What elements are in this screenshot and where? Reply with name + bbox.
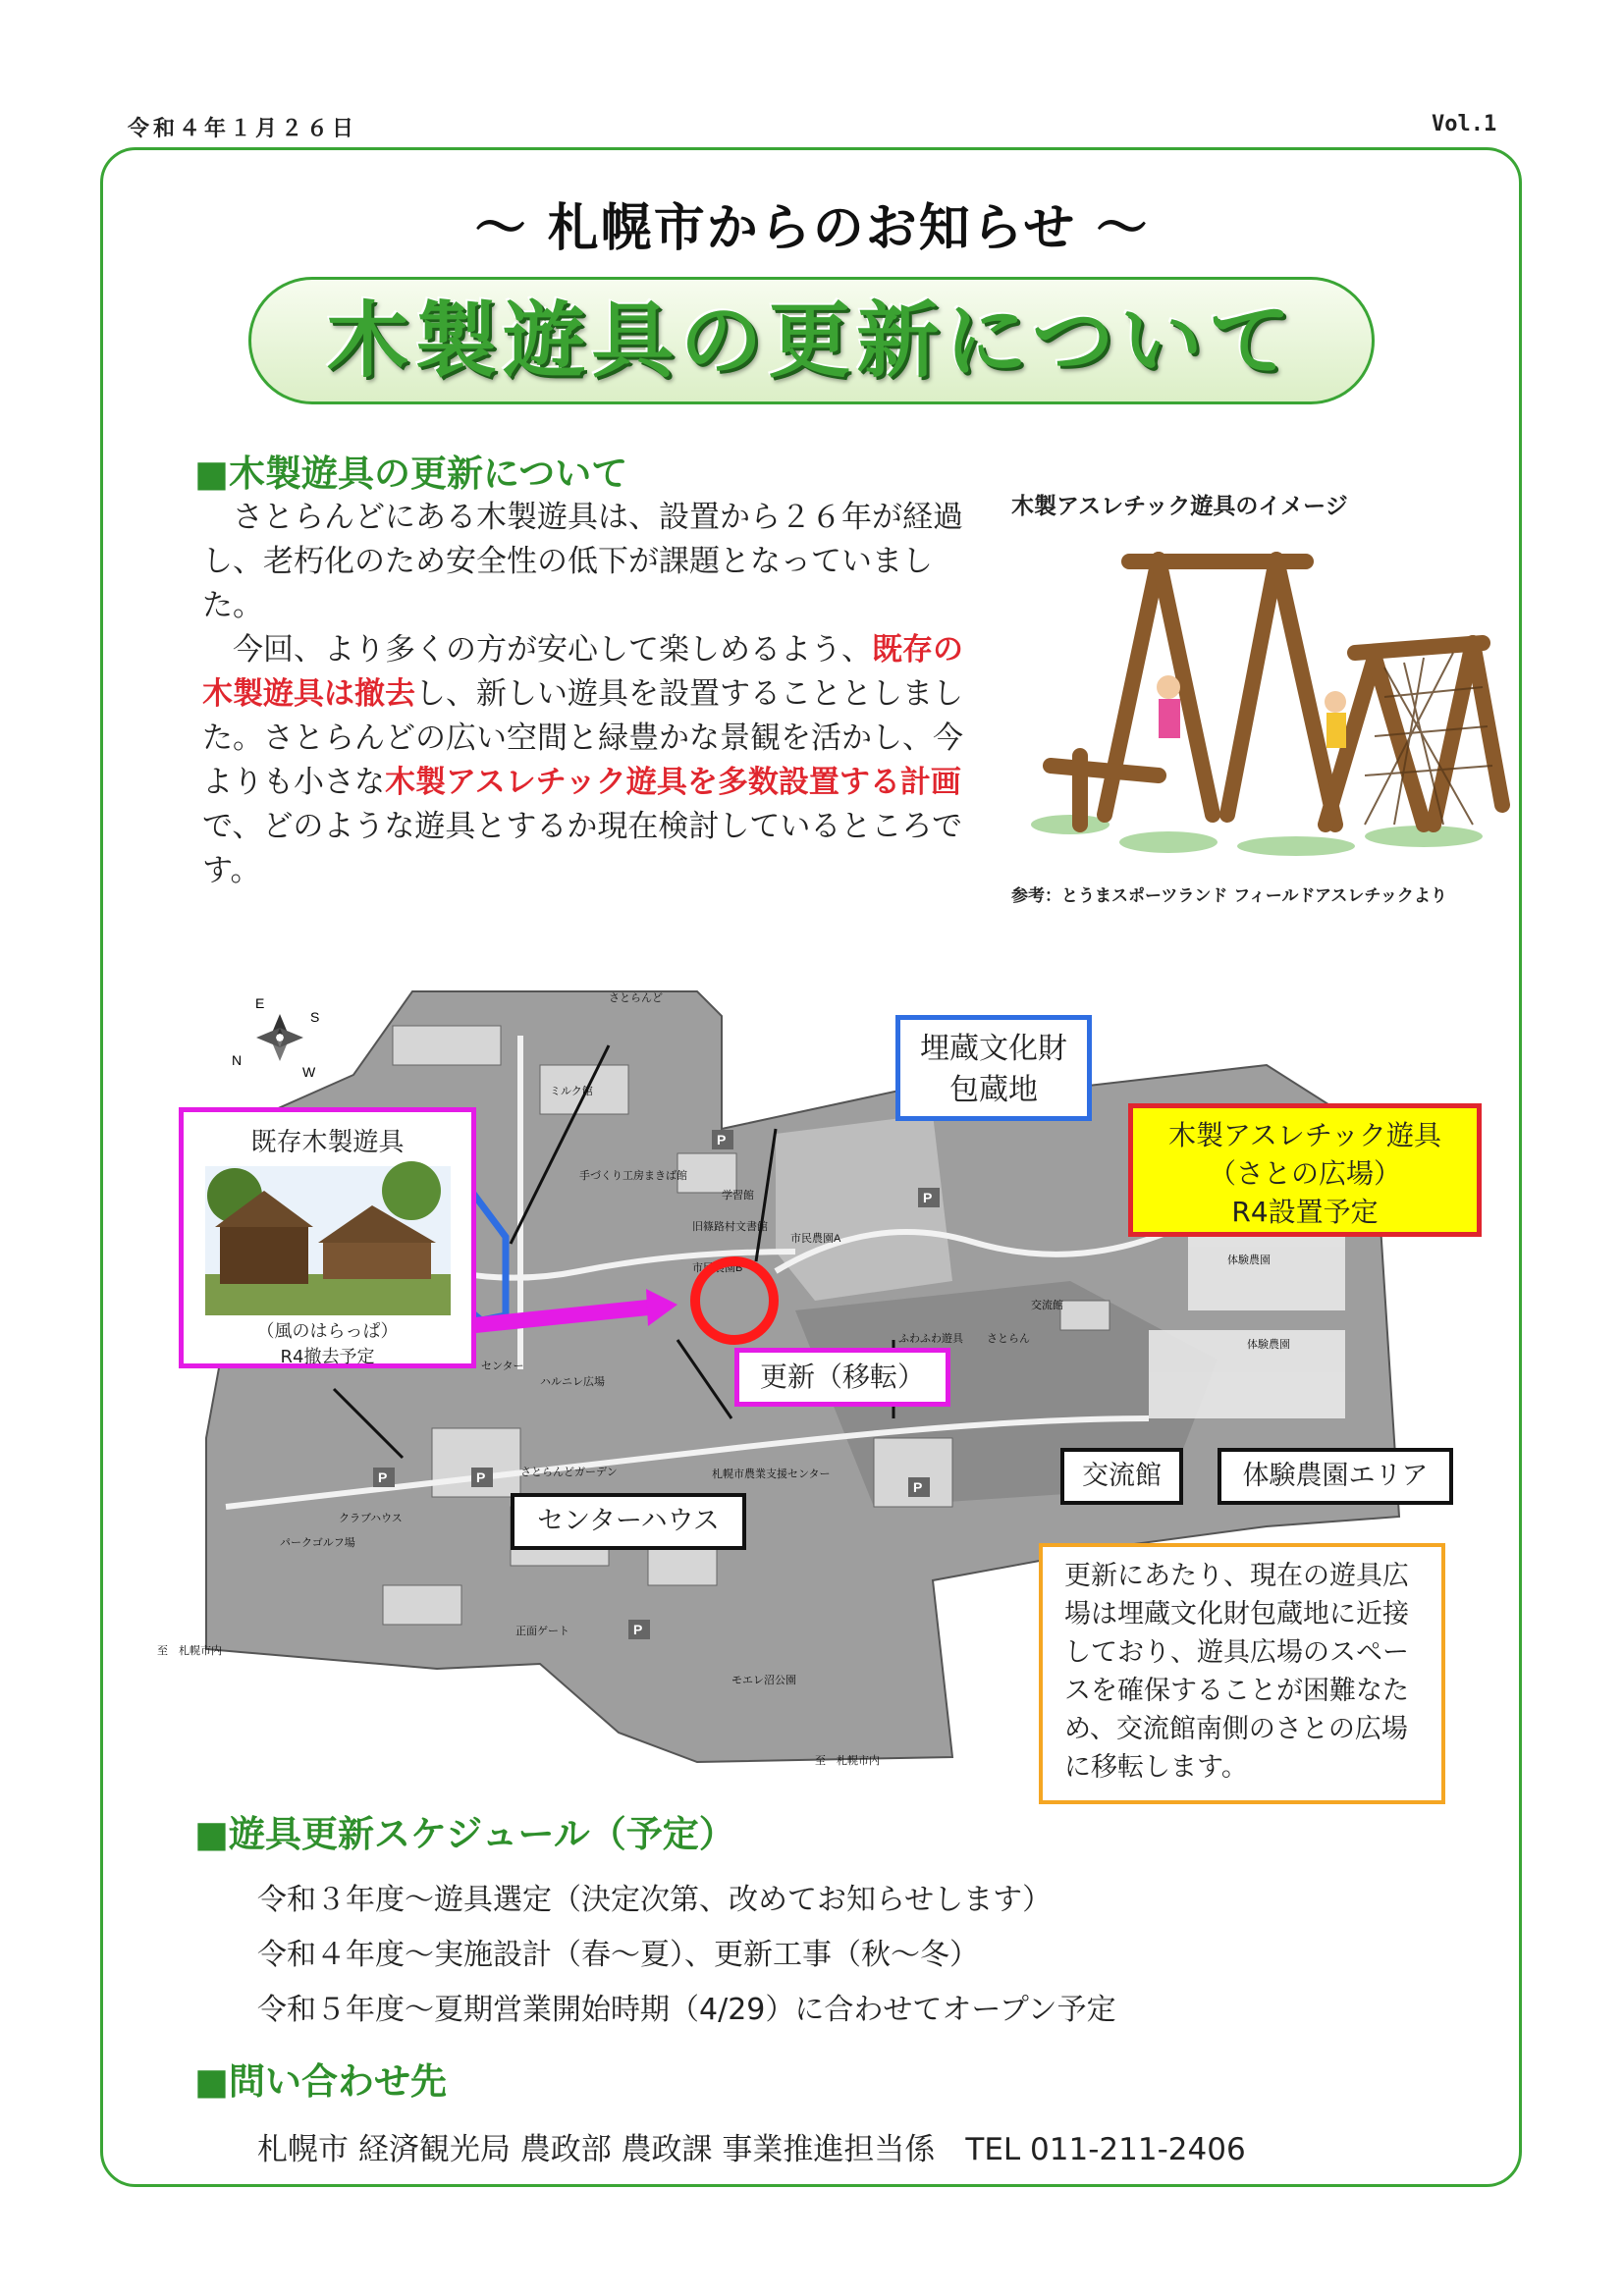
map-label-school: 旧篠路村文書館	[692, 1221, 768, 1233]
map-label-club: クラブハウス	[339, 1513, 403, 1524]
map-label-harvest: ハルニレ広場	[540, 1376, 605, 1388]
parking-icon: P	[913, 1479, 923, 1495]
athletic-playground-illustration	[1011, 530, 1512, 874]
map-label-satoran: さとらん	[987, 1333, 1030, 1345]
new-playground-title: 木製アスレチック遊具	[1167, 1119, 1442, 1151]
schedule-item-3: 令和５年度～夏期営業開始時期（4/29）に合わせてオープン予定	[257, 1993, 1116, 2027]
issue-date: 令和４年１月２６日	[128, 117, 358, 141]
parking-icon: P	[378, 1469, 388, 1485]
map-label-taiken-2: 体験農園	[1247, 1339, 1290, 1351]
map-label-to-sapporo-2: 至 札幌市内	[815, 1755, 880, 1767]
intro-text-b: し、新しい遊具を設置することとしました。さとらんどの広い空間と緑豊かな景観を活かし、今よりも小さな	[202, 676, 963, 800]
map-label-garden: さとらんどガーデン	[520, 1467, 618, 1478]
center-house-label: センターハウス	[511, 1493, 746, 1550]
notice-subtitle: ～ 札幌市からのお知らせ ～	[474, 199, 1150, 258]
update-relocation-label: 更新（移転）	[734, 1348, 950, 1407]
map-label-to-sapporo-1: 至 札幌市内	[157, 1645, 222, 1657]
illustration-caption: 木製アスレチック遊具のイメージ	[1011, 494, 1348, 519]
schedule-item-2: 令和４年度～実施設計（春～夏）、更新工事（秋～冬）	[257, 1938, 979, 1972]
map-label-parkgolf: パークゴルフ場	[280, 1537, 355, 1549]
map-label-craft: 手づくり工房まきば館	[579, 1170, 687, 1182]
compass	[232, 995, 319, 1080]
schedule-item-1: 令和３年度～遊具選定（決定次第、改めてお知らせします）	[257, 1883, 1053, 1917]
parking-icon: P	[633, 1622, 643, 1637]
exchange-hall-label: 交流館	[1060, 1448, 1183, 1505]
map-label-milk: ミルク館	[550, 1086, 593, 1097]
new-playground-place: （さとの広場）	[1208, 1157, 1401, 1190]
map-label-taiken-1: 体験農園	[1227, 1255, 1271, 1266]
buried-property-label-2: 包蔵地	[949, 1073, 1038, 1107]
new-playground-callout	[1128, 1103, 1482, 1237]
existing-playground-schedule: R4撤去予定	[280, 1347, 375, 1367]
section-heading-update: ■木製遊具の更新について	[194, 453, 628, 495]
buried-property-label-1: 埋蔵文化財	[920, 1032, 1067, 1066]
volume-number: Vol.1	[1432, 112, 1497, 136]
map-label-agri-center: 札幌市農業支援センター	[712, 1468, 831, 1480]
compass-west: W	[302, 1064, 316, 1080]
parking-icon: P	[476, 1469, 486, 1485]
intro-text-c: で、どのような遊具とするか現在検討しているところです。	[202, 809, 963, 888]
intro-paragraph-1: さとらんどにある木製遊具は、設置から２６年が経過し、老朽化のため安全性の低下が課題となっていました。	[202, 500, 963, 623]
highlight-new-plan: 木製アスレチック遊具を多数設置する計画	[385, 765, 961, 800]
map-label-exchange-small: 交流館	[1031, 1300, 1063, 1311]
contact-info: 札幌市 経済観光局 農政部 農政課 事業推進担当係 TEL 011-211-2406	[257, 2132, 1246, 2167]
map-label-farm-b: 市民農園B	[692, 1262, 743, 1274]
map-label-fuwafuwa: ふわふわ遊具	[898, 1333, 963, 1345]
map-label-south-gate: 正面ゲート	[515, 1626, 569, 1637]
parking-icon: P	[717, 1132, 727, 1148]
existing-playground-place: （風のはらっぱ）	[256, 1321, 399, 1342]
farm-area-label: 体験農園エリア	[1218, 1448, 1453, 1505]
map-label-center: センター	[481, 1361, 524, 1372]
intro-text	[202, 496, 968, 893]
existing-playground-title: 既存木製遊具	[250, 1128, 405, 1157]
section-heading-schedule: ■遊具更新スケジュール（予定）	[194, 1813, 735, 1855]
section-heading-contact: ■問い合わせ先	[194, 2060, 447, 2103]
relocation-note: 更新にあたり、現在の遊具広場は埋蔵文化財包蔵地に近接しており、遊具広場のスペースを確保することが困難なため、交流館南側のさとの広場に移転します。	[1039, 1543, 1445, 1804]
intro-text-a: 今回、より多くの方が安心して楽しめるよう、	[233, 632, 872, 667]
map-label-learn: 学習館	[722, 1190, 754, 1201]
map-label-satoland: さとらんど	[609, 992, 663, 1004]
parking-icon: P	[923, 1190, 933, 1205]
existing-playground-callout	[179, 1107, 476, 1368]
compass-south: S	[310, 1009, 320, 1025]
compass-north: N	[232, 1052, 243, 1068]
highlight-remove-existing: 既存の木製遊具は撤去	[202, 632, 963, 712]
page-title: 木製遊具の更新について	[326, 293, 1297, 389]
buried-property-callout	[895, 1015, 1092, 1121]
intro-paragraph-2	[202, 628, 968, 893]
existing-playground-photo	[205, 1166, 451, 1315]
illustration-reference: 参考：とうまスポーツランド フィールドアスレチックより	[1011, 886, 1447, 906]
map-label-mozo: モエレ沼公園	[731, 1675, 796, 1686]
compass-east: E	[255, 995, 265, 1011]
new-playground-schedule: R4設置予定	[1231, 1196, 1379, 1228]
map-label-farm-a: 市民農園A	[790, 1233, 841, 1245]
